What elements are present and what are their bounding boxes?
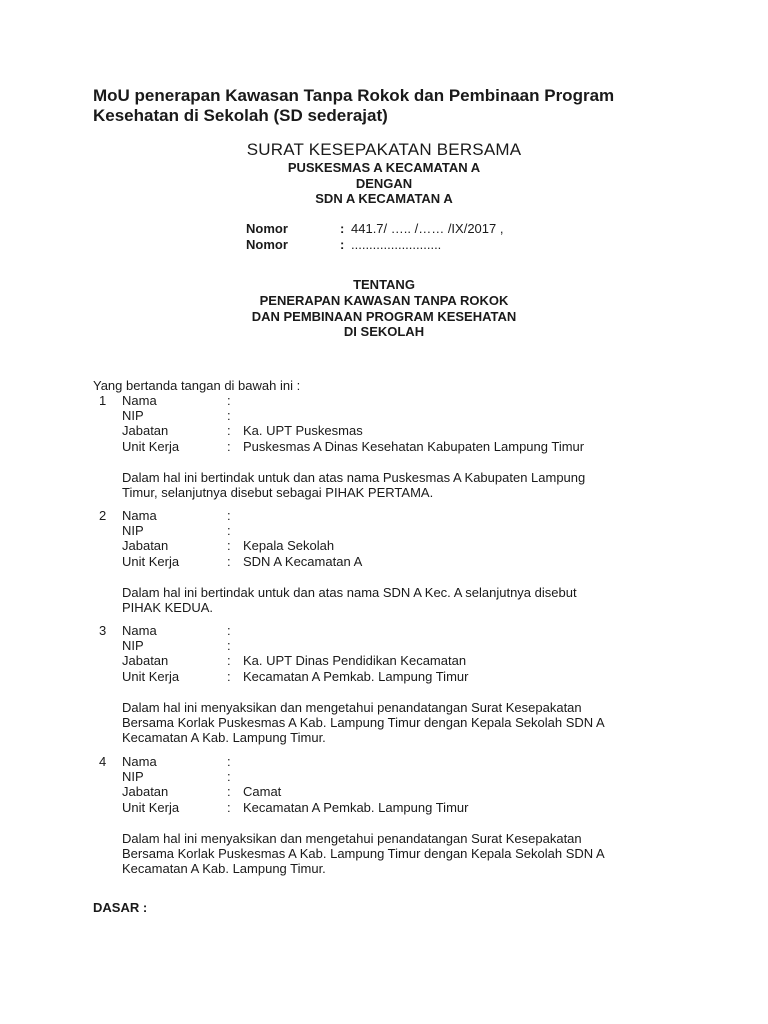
field-label: NIP <box>122 523 144 539</box>
subject-line-1: PENERAPAN KAWASAN TANPA ROKOK <box>259 293 509 308</box>
party-paragraph: Dalam hal ini bertindak untuk dan atas nama Puskesmas A Kabupaten Lampung Timur, selanjutnya disebut sebagai PIHAK PERTAMA. <box>122 470 586 501</box>
field-label: Nama <box>122 623 157 638</box>
nomor-colon: : <box>340 221 345 236</box>
field-label: Unit Kerja <box>122 799 180 815</box>
document-title-line-1: MoU penerapan Kawasan Tanpa Rokok dan Pembinaan Program <box>93 86 615 105</box>
dasar-heading: DASAR : <box>93 900 148 915</box>
nomor-colon: : <box>340 237 345 252</box>
party-number: 2 <box>99 508 107 523</box>
field-label: Unit Kerja <box>122 668 180 684</box>
field-value: Puskesmas A Dinas Kesehatan Kabupaten Lampung Timur <box>243 438 585 454</box>
field-nama <box>122 623 682 638</box>
field-colon: : <box>227 538 231 554</box>
party-heading-2: SDN A KECAMATAN A <box>315 191 453 206</box>
field-colon: : <box>227 754 231 769</box>
nomor-label: Nomor <box>246 221 288 236</box>
field-unit-kerja <box>122 554 682 569</box>
field-colon: : <box>227 508 231 523</box>
party-paragraph: Dalam hal ini menyaksikan dan mengetahui penandatangan Surat Kesepakatan Bersama Korlak Puskesmas A Kab. Lampung Timur dengan Kepala Sekolah SDN A Kecamatan A Kab. Lampung Timur. <box>122 831 605 877</box>
party-heading-conjunction: DENGAN <box>355 176 413 191</box>
field-unit-kerja <box>122 669 682 684</box>
field-colon: : <box>227 423 231 439</box>
field-colon: : <box>227 408 231 424</box>
nomor-value: ......................... <box>351 237 442 252</box>
field-colon: : <box>227 784 231 800</box>
party-paragraph: Dalam hal ini menyaksikan dan mengetahui penandatangan Surat Kesepakatan Bersama Korlak Puskesmas A Kab. Lampung Timur dengan Kepala Sekolah SDN A Kecamatan A Kab. Lampung Timur. <box>122 700 605 746</box>
field-nama <box>122 754 682 769</box>
document-title-line-2: Kesehatan di Sekolah (SD sederajat) <box>93 106 388 125</box>
field-value: Ka. UPT Dinas Pendidikan Kecamatan <box>243 653 467 669</box>
party-heading-1: PUSKESMAS A KECAMATAN A <box>287 160 481 175</box>
field-value: SDN A Kecamatan A <box>243 553 363 569</box>
nomor-label: Nomor <box>246 237 288 252</box>
field-colon: : <box>227 769 231 785</box>
field-jabatan <box>122 784 682 799</box>
party-number: 1 <box>99 393 107 408</box>
field-jabatan <box>122 423 682 438</box>
agreement-heading: SURAT KESEPAKATAN BERSAMA <box>246 140 522 159</box>
field-colon: : <box>227 438 231 454</box>
field-label: Jabatan <box>122 653 169 669</box>
field-nip <box>122 638 682 653</box>
field-label: Jabatan <box>122 538 169 554</box>
field-value: Kepala Sekolah <box>243 538 335 554</box>
field-colon: : <box>227 668 231 684</box>
field-label: NIP <box>122 408 144 424</box>
field-nip <box>122 769 682 784</box>
field-unit-kerja <box>122 439 682 454</box>
field-unit-kerja <box>122 800 682 815</box>
tentang-heading: TENTANG <box>353 277 415 292</box>
party-number: 4 <box>99 754 107 769</box>
field-label: Jabatan <box>122 784 169 800</box>
field-label: Nama <box>122 393 157 408</box>
field-label: Jabatan <box>122 423 169 439</box>
field-colon: : <box>227 623 231 638</box>
field-label: Unit Kerja <box>122 553 180 569</box>
nomor-value: 441.7/ ….. /…… /IX/2017 , <box>351 221 504 236</box>
field-colon: : <box>227 653 231 669</box>
field-colon: : <box>227 393 231 408</box>
field-colon: : <box>227 523 231 539</box>
field-colon: : <box>227 799 231 815</box>
field-label: Unit Kerja <box>122 438 180 454</box>
field-jabatan <box>122 653 682 668</box>
party-number: 3 <box>99 623 107 638</box>
subject-line-2: DAN PEMBINAAN PROGRAM KESEHATAN <box>251 309 517 324</box>
subject-line-3: DI SEKOLAH <box>343 324 425 339</box>
field-jabatan <box>122 538 682 553</box>
field-nama <box>122 393 682 408</box>
field-nip <box>122 523 682 538</box>
field-label: Nama <box>122 508 157 523</box>
field-value: Camat <box>243 784 282 800</box>
field-nama <box>122 508 682 523</box>
field-colon: : <box>227 553 231 569</box>
party-paragraph: Dalam hal ini bertindak untuk dan atas nama SDN A Kec. A selanjutnya disebut PIHAK KEDUA. <box>122 585 577 616</box>
field-value: Kecamatan A Pemkab. Lampung Timur <box>243 799 469 815</box>
field-value: Ka. UPT Puskesmas <box>243 423 363 439</box>
field-nip <box>122 408 682 423</box>
field-value: Kecamatan A Pemkab. Lampung Timur <box>243 668 469 684</box>
field-label: Nama <box>122 754 157 769</box>
intro-text: Yang bertanda tangan di bawah ini : <box>93 378 301 393</box>
document-title <box>93 86 693 126</box>
field-label: NIP <box>122 638 144 654</box>
field-label: NIP <box>122 769 144 785</box>
field-colon: : <box>227 638 231 654</box>
